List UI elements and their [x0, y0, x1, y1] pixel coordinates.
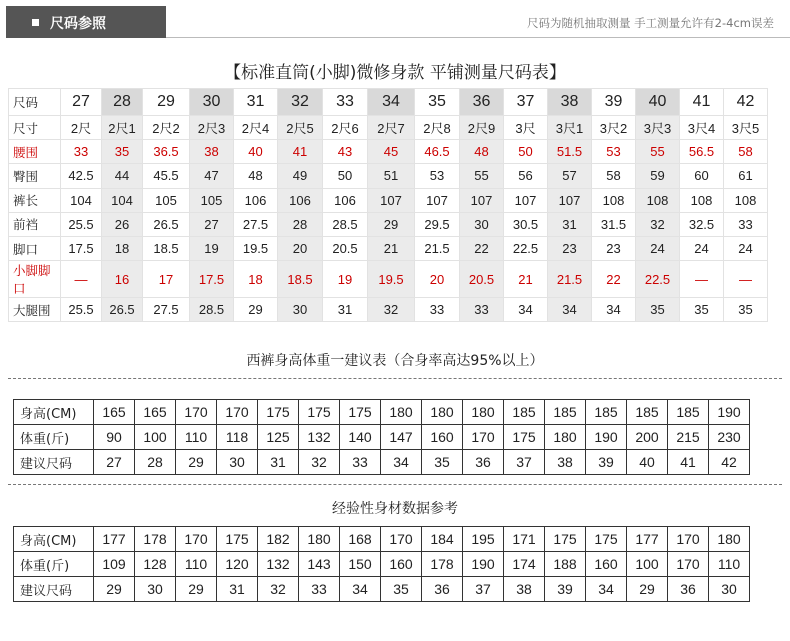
table-cell: 107: [368, 188, 415, 212]
table-cell: 170: [668, 527, 709, 552]
table-cell: 175: [217, 527, 258, 552]
table-cell: 26: [102, 212, 143, 236]
table-cell: 106: [234, 188, 278, 212]
table-cell: 48: [234, 164, 278, 188]
table-cell: 108: [724, 188, 768, 212]
table-cell: 3尺4: [680, 116, 724, 140]
table-cell: 29: [368, 212, 415, 236]
table-cell: 32: [278, 89, 323, 116]
table-cell: 25.5: [61, 212, 102, 236]
header-divider: [166, 37, 790, 38]
recommend-table-row: [14, 425, 750, 450]
table-cell: 2尺6: [323, 116, 368, 140]
table-cell: 30: [135, 577, 176, 602]
table-cell: 27: [61, 89, 102, 116]
table-cell: 45.5: [143, 164, 190, 188]
table-cell: 106: [323, 188, 368, 212]
size-table-row: [9, 116, 768, 140]
table-cell: 118: [217, 425, 258, 450]
table-cell: 24: [636, 236, 680, 260]
table-cell: 105: [143, 188, 190, 212]
table-cell: 107: [460, 188, 504, 212]
size-table-row: [9, 140, 768, 164]
table-cell: 19.5: [234, 236, 278, 260]
size-table-row: [9, 236, 768, 260]
row-label: 体重(斤): [14, 425, 94, 450]
table-cell: 175: [504, 425, 545, 450]
table-cell: 61: [724, 164, 768, 188]
table-cell: 175: [545, 527, 586, 552]
table-cell: 34: [504, 298, 548, 322]
table-cell: 107: [548, 188, 592, 212]
reference-table-row: [14, 552, 750, 577]
reference-table: [13, 526, 750, 602]
table-cell: 190: [463, 552, 504, 577]
table-cell: 180: [463, 400, 504, 425]
table-cell: 3尺1: [548, 116, 592, 140]
table-cell: 29: [94, 577, 135, 602]
table-cell: 20.5: [323, 236, 368, 260]
table-cell: 34: [548, 298, 592, 322]
row-label: 腰围: [9, 140, 61, 164]
table-cell: 185: [545, 400, 586, 425]
table-cell: 38: [545, 450, 586, 475]
dashed-divider: [8, 484, 782, 485]
table-cell: 35: [636, 298, 680, 322]
table-cell: 180: [381, 400, 422, 425]
table-cell: 90: [94, 425, 135, 450]
table-cell: —: [680, 261, 724, 298]
table-cell: 174: [504, 552, 545, 577]
table-cell: 2尺2: [143, 116, 190, 140]
table-cell: 128: [135, 552, 176, 577]
table-cell: 42.5: [61, 164, 102, 188]
table-cell: 39: [592, 89, 636, 116]
table-cell: 32: [636, 212, 680, 236]
table-cell: 104: [61, 188, 102, 212]
table-cell: 30: [709, 577, 750, 602]
table-cell: 177: [627, 527, 668, 552]
row-label: 脚口: [9, 236, 61, 260]
table-cell: 21: [368, 236, 415, 260]
table-cell: 105: [190, 188, 234, 212]
table-cell: 35: [102, 140, 143, 164]
table-cell: 26.5: [102, 298, 143, 322]
table-cell: 18.5: [143, 236, 190, 260]
row-label: 身高(CM): [14, 527, 94, 552]
table-cell: 26.5: [143, 212, 190, 236]
table-cell: 110: [176, 425, 217, 450]
row-label: 身高(CM): [14, 400, 94, 425]
table-cell: 178: [422, 552, 463, 577]
table-cell: 30: [217, 450, 258, 475]
table-cell: 36: [463, 450, 504, 475]
table-cell: 17.5: [61, 236, 102, 260]
table-cell: 33: [460, 298, 504, 322]
table-cell: 43: [323, 140, 368, 164]
table-cell: 35: [680, 298, 724, 322]
recommend-table-row: [14, 450, 750, 475]
table-cell: 160: [586, 552, 627, 577]
table-cell: 143: [299, 552, 340, 577]
table-cell: 22.5: [636, 261, 680, 298]
table-cell: 160: [381, 552, 422, 577]
table-cell: 108: [680, 188, 724, 212]
table-cell: 109: [94, 552, 135, 577]
table-cell: 31: [234, 89, 278, 116]
table-cell: 22: [460, 236, 504, 260]
table-cell: 21.5: [548, 261, 592, 298]
table-cell: 46.5: [415, 140, 460, 164]
table-cell: 18.5: [278, 261, 323, 298]
table-cell: 171: [504, 527, 545, 552]
table-cell: 20.5: [460, 261, 504, 298]
size-reference-tab: [6, 6, 166, 38]
table-cell: 59: [636, 164, 680, 188]
table-cell: 36: [460, 89, 504, 116]
table-cell: 35: [422, 450, 463, 475]
table-cell: 35: [381, 577, 422, 602]
table-cell: 200: [627, 425, 668, 450]
table-cell: 180: [299, 527, 340, 552]
table-cell: 23: [548, 236, 592, 260]
table-cell: 20: [415, 261, 460, 298]
table-cell: 53: [415, 164, 460, 188]
table-cell: 24: [724, 236, 768, 260]
table-cell: 2尺5: [278, 116, 323, 140]
table-cell: 51: [368, 164, 415, 188]
table-cell: 2尺4: [234, 116, 278, 140]
table-cell: 39: [545, 577, 586, 602]
table-cell: 32: [299, 450, 340, 475]
recommend-table-title: 西裤身高体重一建议表（合身率高达95%以上）: [246, 353, 544, 369]
table-cell: 41: [278, 140, 323, 164]
table-cell: 18: [234, 261, 278, 298]
row-label: 建议尺码: [14, 577, 94, 602]
table-cell: 185: [586, 400, 627, 425]
table-cell: 41: [668, 450, 709, 475]
table-cell: 22: [592, 261, 636, 298]
reference-table-row: [14, 577, 750, 602]
table-cell: 49: [278, 164, 323, 188]
table-cell: 24: [680, 236, 724, 260]
table-cell: 25.5: [61, 298, 102, 322]
table-cell: 33: [724, 212, 768, 236]
table-cell: 17: [143, 261, 190, 298]
table-cell: 165: [94, 400, 135, 425]
table-cell: 60: [680, 164, 724, 188]
table-cell: 36: [668, 577, 709, 602]
row-label: 小脚脚口: [9, 261, 61, 298]
table-cell: 175: [340, 400, 381, 425]
table-cell: 170: [217, 400, 258, 425]
table-cell: 177: [94, 527, 135, 552]
square-bullet-icon: [32, 19, 39, 26]
table-cell: 185: [504, 400, 545, 425]
row-label: 尺寸: [9, 116, 61, 140]
table-cell: 31: [323, 298, 368, 322]
table-cell: 40: [636, 89, 680, 116]
table-cell: 35: [724, 298, 768, 322]
table-cell: 21: [504, 261, 548, 298]
table-cell: 45: [368, 140, 415, 164]
table-cell: 180: [545, 425, 586, 450]
table-cell: 38: [504, 577, 545, 602]
table-cell: 16: [102, 261, 143, 298]
table-cell: 40: [234, 140, 278, 164]
table-cell: 30: [460, 212, 504, 236]
table-cell: 182: [258, 527, 299, 552]
table-cell: 2尺8: [415, 116, 460, 140]
row-label: 裤长: [9, 188, 61, 212]
table-cell: 188: [545, 552, 586, 577]
size-table-row: [9, 89, 768, 116]
table-cell: 165: [135, 400, 176, 425]
table-cell: 32: [368, 298, 415, 322]
table-cell: 120: [217, 552, 258, 577]
row-label: 前裆: [9, 212, 61, 236]
size-table-row: [9, 164, 768, 188]
table-cell: 170: [176, 527, 217, 552]
table-cell: 34: [368, 89, 415, 116]
reference-table-title: 经验性身材数据参考: [332, 501, 458, 517]
table-cell: 184: [422, 527, 463, 552]
table-cell: 36: [422, 577, 463, 602]
table-cell: 38: [190, 140, 234, 164]
table-cell: 32.5: [680, 212, 724, 236]
table-cell: 19.5: [368, 261, 415, 298]
table-cell: 33: [340, 450, 381, 475]
table-cell: 58: [724, 140, 768, 164]
table-cell: —: [61, 261, 102, 298]
table-cell: 27: [190, 212, 234, 236]
table-cell: 3尺: [504, 116, 548, 140]
table-cell: 195: [463, 527, 504, 552]
section-header: [0, 0, 790, 44]
table-cell: 185: [627, 400, 668, 425]
size-table-row: [9, 298, 768, 322]
measurement-notice: 尺码为随机抽取测量 手工测量允许有2-4cm误差: [527, 16, 774, 30]
table-cell: 29.5: [415, 212, 460, 236]
table-cell: 2尺: [61, 116, 102, 140]
table-cell: 44: [102, 164, 143, 188]
table-cell: 35: [415, 89, 460, 116]
table-cell: 28.5: [323, 212, 368, 236]
table-cell: 180: [709, 527, 750, 552]
table-cell: 34: [381, 450, 422, 475]
table-cell: 17.5: [190, 261, 234, 298]
recommend-table: [13, 399, 750, 475]
table-cell: 28: [102, 89, 143, 116]
table-cell: 37: [504, 450, 545, 475]
table-cell: 107: [415, 188, 460, 212]
table-cell: 2尺3: [190, 116, 234, 140]
table-cell: 100: [135, 425, 176, 450]
table-cell: 170: [176, 400, 217, 425]
table-cell: 2尺7: [368, 116, 415, 140]
table-cell: 175: [299, 400, 340, 425]
table-cell: 2尺1: [102, 116, 143, 140]
row-label: 大腿围: [9, 298, 61, 322]
table-cell: 51.5: [548, 140, 592, 164]
table-cell: 125: [258, 425, 299, 450]
table-cell: 168: [340, 527, 381, 552]
dashed-divider: [8, 378, 782, 379]
table-cell: 30: [278, 298, 323, 322]
table-cell: 3尺2: [592, 116, 636, 140]
table-cell: 33: [415, 298, 460, 322]
table-cell: 107: [504, 188, 548, 212]
table-cell: 37: [504, 89, 548, 116]
size-table: [8, 88, 768, 322]
table-cell: 34: [586, 577, 627, 602]
table-cell: 108: [636, 188, 680, 212]
table-cell: 42: [709, 450, 750, 475]
table-cell: 19: [190, 236, 234, 260]
table-cell: 31: [258, 450, 299, 475]
table-cell: 42: [724, 89, 768, 116]
table-cell: 31.5: [592, 212, 636, 236]
table-cell: 34: [340, 577, 381, 602]
table-cell: 56.5: [680, 140, 724, 164]
size-table-row: [9, 188, 768, 212]
table-cell: 110: [709, 552, 750, 577]
table-cell: 29: [143, 89, 190, 116]
table-cell: 175: [586, 527, 627, 552]
table-cell: 28.5: [190, 298, 234, 322]
table-cell: 55: [636, 140, 680, 164]
table-cell: 132: [299, 425, 340, 450]
table-cell: 28: [278, 212, 323, 236]
tab-label: 尺码参照: [50, 16, 106, 32]
table-cell: 20: [278, 236, 323, 260]
table-cell: 40: [627, 450, 668, 475]
table-cell: 31: [548, 212, 592, 236]
table-cell: 147: [381, 425, 422, 450]
table-cell: 41: [680, 89, 724, 116]
table-cell: 190: [709, 400, 750, 425]
table-cell: 175: [258, 400, 299, 425]
table-cell: 3尺3: [636, 116, 680, 140]
table-cell: 110: [176, 552, 217, 577]
table-cell: 29: [234, 298, 278, 322]
table-cell: 34: [592, 298, 636, 322]
table-cell: 28: [135, 450, 176, 475]
table-cell: 48: [460, 140, 504, 164]
table-cell: 215: [668, 425, 709, 450]
table-cell: 29: [176, 450, 217, 475]
table-cell: 140: [340, 425, 381, 450]
table-cell: 50: [504, 140, 548, 164]
table-cell: 30.5: [504, 212, 548, 236]
recommend-table-row: [14, 400, 750, 425]
table-cell: 36.5: [143, 140, 190, 164]
table-cell: 106: [278, 188, 323, 212]
table-cell: 170: [668, 552, 709, 577]
table-cell: 100: [627, 552, 668, 577]
table-cell: 39: [586, 450, 627, 475]
table-cell: 58: [592, 164, 636, 188]
table-cell: 33: [299, 577, 340, 602]
table-cell: 29: [627, 577, 668, 602]
reference-table-row: [14, 527, 750, 552]
table-cell: 57: [548, 164, 592, 188]
table-cell: —: [724, 261, 768, 298]
table-cell: 108: [592, 188, 636, 212]
table-cell: 38: [548, 89, 592, 116]
table-cell: 27: [94, 450, 135, 475]
table-cell: 53: [592, 140, 636, 164]
table-cell: 150: [340, 552, 381, 577]
table-cell: 2尺9: [460, 116, 504, 140]
table-cell: 27.5: [143, 298, 190, 322]
table-cell: 47: [190, 164, 234, 188]
row-label: 尺码: [9, 89, 61, 116]
table-cell: 132: [258, 552, 299, 577]
table-cell: 33: [323, 89, 368, 116]
table-cell: 190: [586, 425, 627, 450]
table-cell: 230: [709, 425, 750, 450]
table-cell: 31: [217, 577, 258, 602]
table-cell: 33: [61, 140, 102, 164]
table-cell: 104: [102, 188, 143, 212]
table-cell: 56: [504, 164, 548, 188]
table-cell: 50: [323, 164, 368, 188]
table-cell: 32: [258, 577, 299, 602]
size-table-row: [9, 261, 768, 298]
table-cell: 18: [102, 236, 143, 260]
table-cell: 23: [592, 236, 636, 260]
table-cell: 29: [176, 577, 217, 602]
table-cell: 27.5: [234, 212, 278, 236]
table-cell: 37: [463, 577, 504, 602]
row-label: 臀围: [9, 164, 61, 188]
table-cell: 30: [190, 89, 234, 116]
table-cell: 3尺5: [724, 116, 768, 140]
table-cell: 185: [668, 400, 709, 425]
table-cell: 170: [463, 425, 504, 450]
size-table-title: 【标准直筒(小脚)微修身款 平铺测量尺码表】: [224, 63, 566, 83]
table-cell: 19: [323, 261, 368, 298]
table-cell: 180: [422, 400, 463, 425]
table-cell: 21.5: [415, 236, 460, 260]
row-label: 体重(斤): [14, 552, 94, 577]
table-cell: 160: [422, 425, 463, 450]
table-cell: 170: [381, 527, 422, 552]
table-cell: 178: [135, 527, 176, 552]
table-cell: 22.5: [504, 236, 548, 260]
size-table-row: [9, 212, 768, 236]
table-cell: 55: [460, 164, 504, 188]
row-label: 建议尺码: [14, 450, 94, 475]
